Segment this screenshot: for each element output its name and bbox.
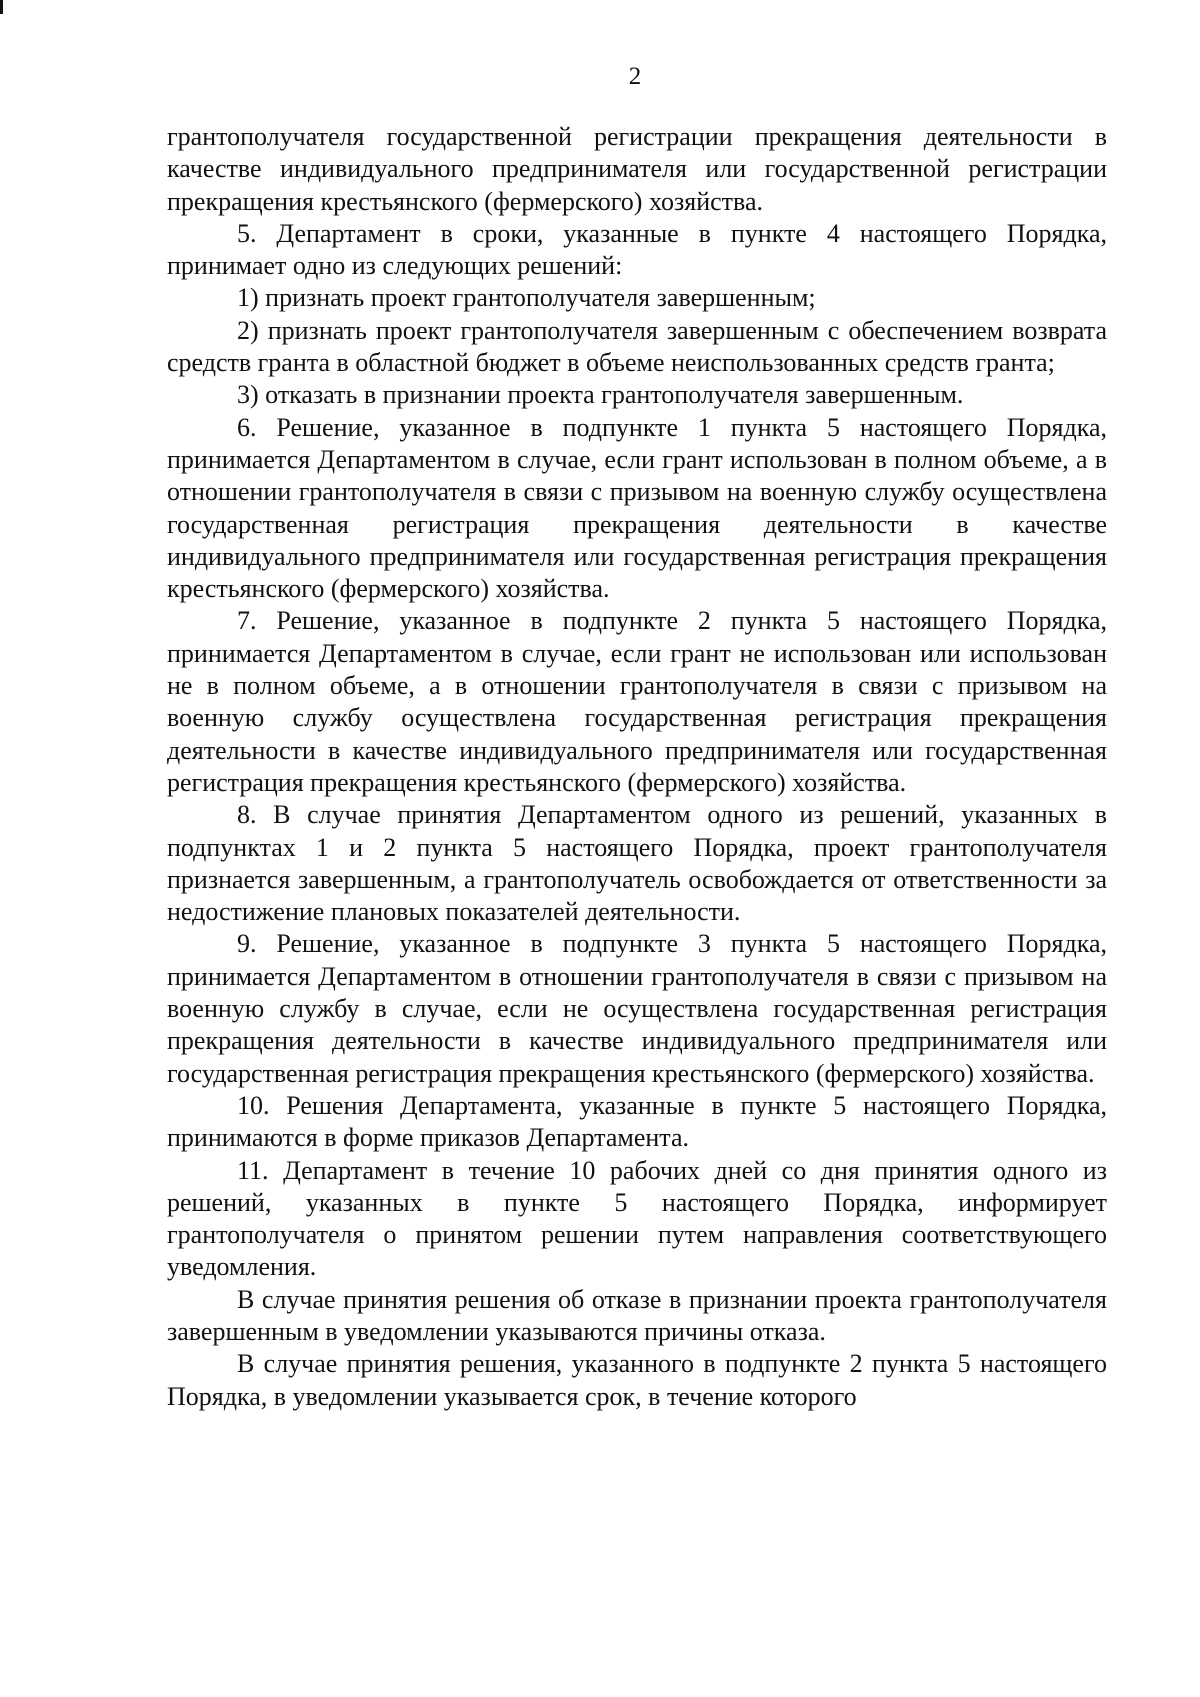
paragraph-deadline-notice: В случае принятия решения, указанного в подпункте 2 пункта 5 настоящего Порядка, в уведомлении указывается срок, в течение которого [167,1349,1107,1411]
paragraph-refusal-reasons: В случае принятия решения об отказе в признании проекта грантополучателя завершенным в уведомлении указываются причины отказа. [167,1284,1107,1346]
paragraph-item-7: 7. Решение, указанное в подпункте 2 пункта 5 настоящего Порядка, принимается Департаментом в случае, если грант не использован или использован не в полном объеме, а в отношении грантополучателя в связи с призывом на военную службу осуществлена государственная регистрация прекращения деятельности в качестве индивидуального предпринимателя или государственная регистрация прекращения крестьянского (фермерского) хозяйства. [167,606,1107,797]
paragraph-item-8: 8. В случае принятия Департаментом одного из решений, указанных в подпунктах 1 и 2 пункта 5 настоящего Порядка, проект грантополучателя признается завершенным, а грантополучатель освобождается от ответственности за недостижение плановых показателей деятельности. [167,800,1107,927]
paragraph-subitem-3: 3) отказать в признании проекта грантополучателя завершенным. [237,380,964,410]
paragraph-continuation: грантополучателя государственной регистрации прекращения деятельности в качестве индивидуального предпринимателя или государственной регистрации прекращения крестьянского (фермерского) хозяйства. [167,122,1107,216]
paragraph-item-10: 10. Решения Департамента, указанные в пункте 5 настоящего Порядка, принимаются в форме приказов Департамента. [167,1090,1107,1153]
paragraph-item-11: 11. Департамент в течение 10 рабочих дней со дня принятия одного из решений, указанных в пункте 5 настоящего Порядка, информирует грантополучателя о принятом решении путем направления соответствующего уведомления. [167,1155,1107,1282]
paragraph-item-5: 5. Департамент в сроки, указанные в пункте 4 настоящего Порядка, принимает одно из следующих решений: [167,218,1107,281]
page-number: 2 [628,63,642,90]
scan-corner-mark [0,0,3,14]
paragraph-subitem-1: 1) признать проект грантополучателя завершенным; [237,283,816,313]
paragraph-subitem-2: 2) признать проект грантополучателя завершенным с обеспечением возврата средств гранта в областной бюджет в объеме неиспользованных средств гранта; [167,315,1107,378]
paragraph-item-9: 9. Решение, указанное в подпункте 3 пункта 5 настоящего Порядка, принимается Департаментом в отношении грантополучателя в связи с призывом на военную службу в случае, если не осуществлена государственная регистрация прекращения деятельности в качестве индивидуального предпринимателя или государственная регистрация прекращения крестьянского (фермерского) хозяйства. [167,929,1107,1088]
paragraph-item-6: 6. Решение, указанное в подпункте 1 пункта 5 настоящего Порядка, принимается Департаментом в случае, если грант использован в полном объеме, а в отношении грантополучателя в связи с призывом на военную службу осуществлена государственная регистрация прекращения деятельности в качестве индивидуального предпринимателя или государственная регистрация прекращения крестьянского (фермерского) хозяйства. [167,412,1107,604]
document-body [167,121,1107,1413]
